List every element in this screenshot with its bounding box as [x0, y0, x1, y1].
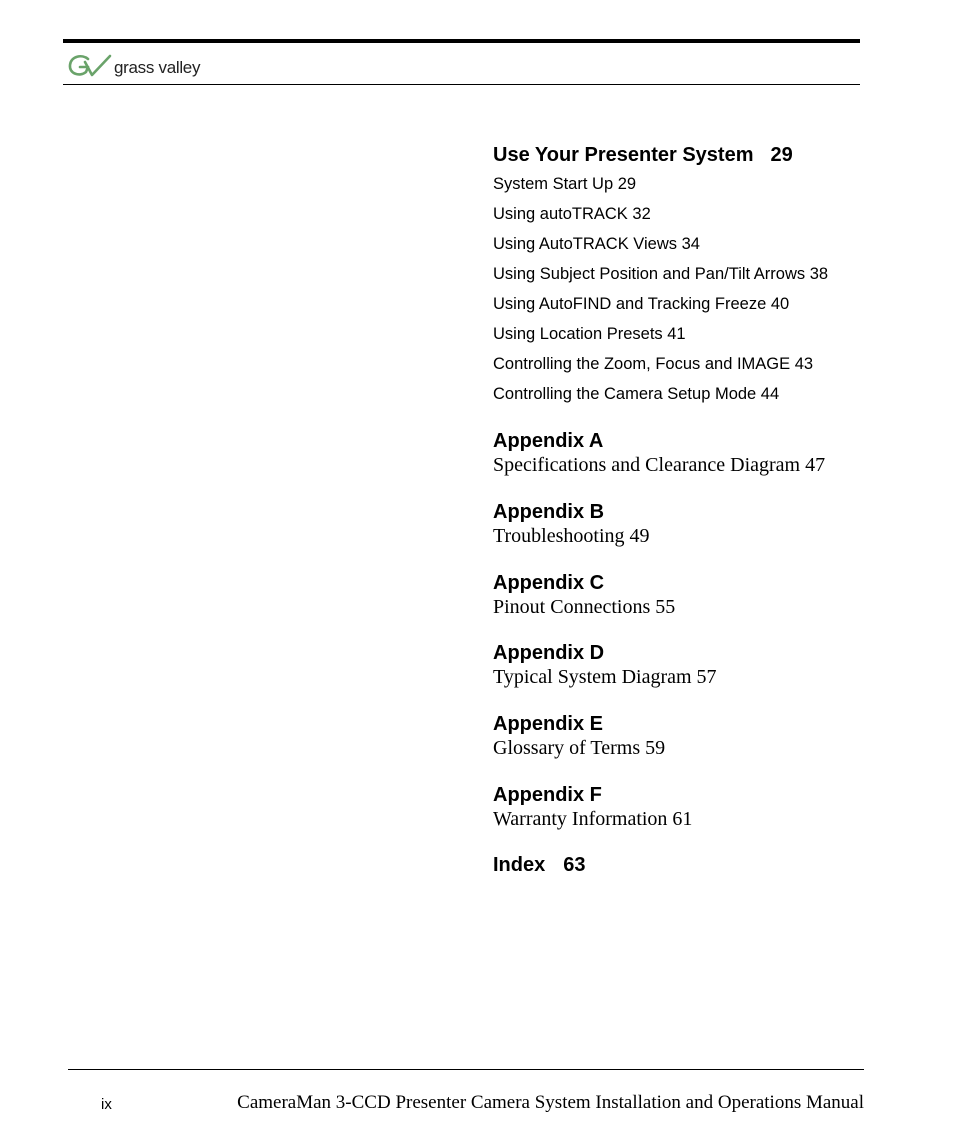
header-rule	[63, 84, 860, 85]
toc-entry[interactable]: System Start Up 29	[493, 175, 637, 193]
footer-manual-title: CameraMan 3-CCD Presenter Camera System Installation and Operations Manual	[237, 1092, 864, 1113]
appendix-description: Typical System Diagram 57	[493, 666, 717, 688]
appendix-d[interactable]	[493, 641, 893, 689]
appendix-title: Appendix E	[493, 713, 604, 735]
chapter-toc	[493, 143, 893, 414]
appendix-title: Appendix B	[493, 501, 605, 523]
toc-entry[interactable]: Controlling the Camera Setup Mode 44	[493, 385, 780, 403]
footer-rule	[68, 1069, 864, 1070]
chapter-title: Use Your Presenter System	[493, 144, 754, 166]
grass-valley-logo	[68, 52, 200, 80]
chapter-heading[interactable]	[493, 143, 893, 167]
appendix-b[interactable]	[493, 500, 893, 548]
appendix-title: Appendix D	[493, 642, 605, 664]
appendix-title: Appendix F	[493, 784, 602, 806]
toc-entry[interactable]: Using Subject Position and Pan/Tilt Arrows 38	[493, 265, 829, 283]
chapter-entries	[493, 174, 893, 414]
appendix-description: Pinout Connections 55	[493, 596, 676, 618]
index-entry[interactable]	[493, 853, 586, 877]
appendix-c[interactable]	[493, 571, 893, 619]
toc-entry[interactable]: Using AutoFIND and Tracking Freeze 40	[493, 295, 790, 313]
appendix-description: Glossary of Terms 59	[493, 737, 666, 759]
appendix-f[interactable]	[493, 783, 893, 831]
top-rule	[63, 39, 860, 43]
index-page: 63	[563, 854, 586, 876]
toc-entry[interactable]: Using Location Presets 41	[493, 325, 686, 343]
footer-page-number: ix	[101, 1096, 112, 1113]
appendix-description: Troubleshooting 49	[493, 525, 650, 547]
toc-entry[interactable]: Controlling the Zoom, Focus and IMAGE 43	[493, 355, 814, 373]
appendix-description: Specifications and Clearance Diagram 47	[493, 454, 826, 476]
appendix-a[interactable]	[493, 429, 893, 477]
logo-wordmark: grass valley	[114, 58, 201, 77]
toc-entry[interactable]: Using AutoTRACK Views 34	[493, 235, 700, 253]
chapter-page: 29	[770, 144, 793, 166]
appendix-e[interactable]	[493, 712, 893, 760]
appendix-title: Appendix A	[493, 430, 604, 452]
appendix-description: Warranty Information 61	[493, 808, 693, 830]
toc-entry[interactable]: Using autoTRACK 32	[493, 205, 651, 223]
gv-logo-icon	[68, 53, 112, 79]
appendix-title: Appendix C	[493, 572, 605, 594]
index-title: Index	[493, 854, 546, 876]
